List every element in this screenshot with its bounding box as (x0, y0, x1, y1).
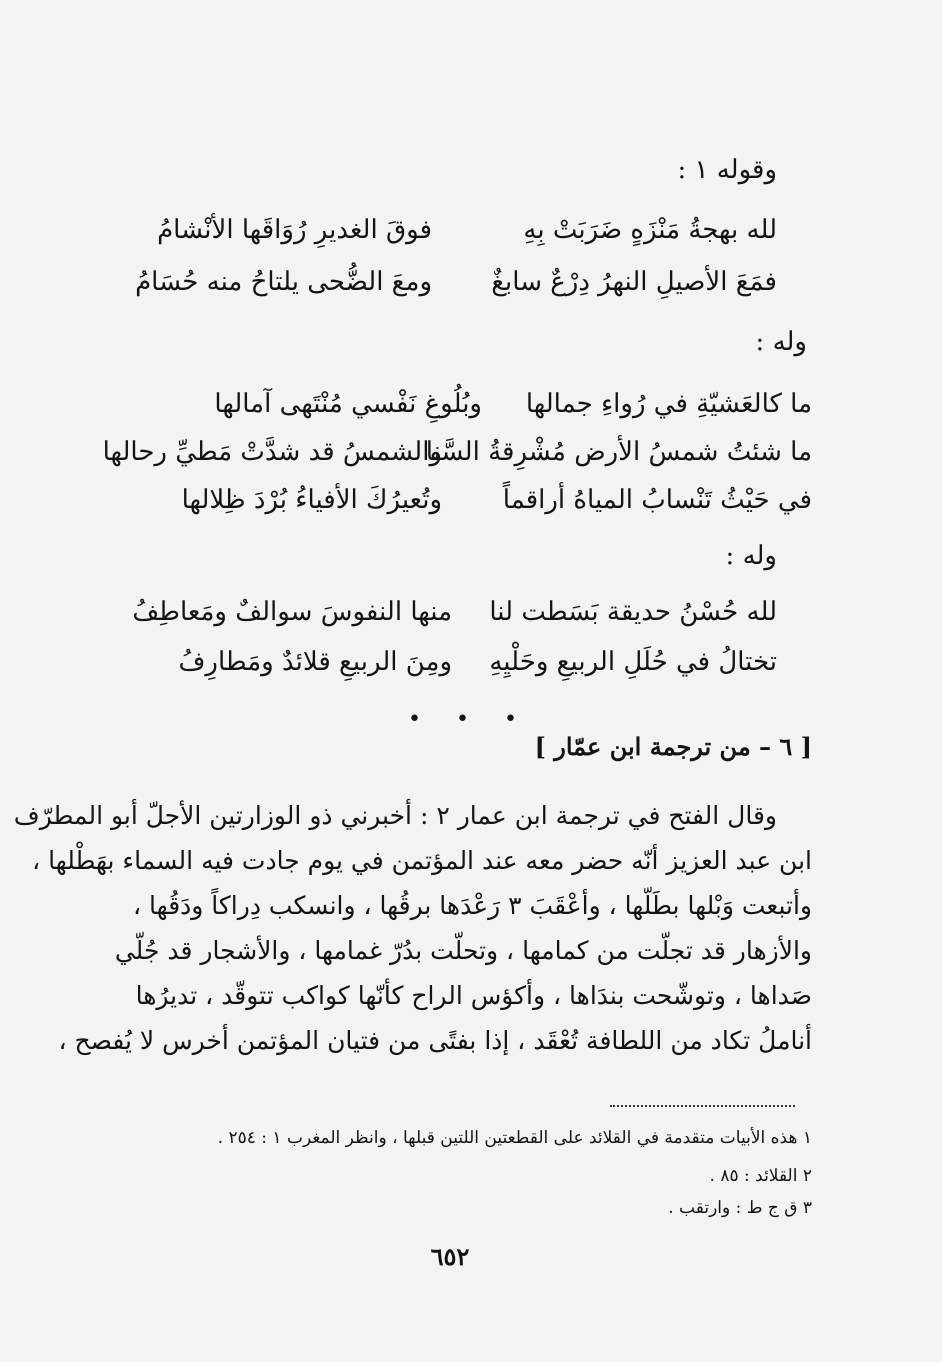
verse-line (140, 206, 777, 254)
poem-intro: وقوله ١ : (677, 155, 777, 185)
section-title: [ ٦ – من ترجمة ابن عمّار ] (534, 732, 812, 761)
verse-first-hemistich: تختالُ في حُلَلِ الربيعِ وحَلْيِهِ (489, 647, 777, 677)
prose-line: والأزهار قد تجلّت من كمامها ، وتحلّت بدُرّ غمامها ، والأشجار قد جُلّي (114, 936, 812, 965)
section-separator: • • • (408, 707, 531, 732)
verse-line (110, 380, 812, 428)
footnote: ٢ القلائد : ٨٥ . (709, 1166, 812, 1186)
verse-line (102, 428, 812, 476)
footnote: ١ هذه الأبيات متقدمة في القلائد على القطعتين اللتين قبلها ، وانظر المغرب ١ : ٢٥٤ . (217, 1128, 812, 1148)
verse-second-hemistich: ومِنَ الربيعِ قلائدٌ ومَطارِفُ (178, 647, 452, 677)
verse-second-hemistich: وبُلُوغِ نَفْسي مُنْتَهى آمالها (214, 389, 482, 419)
verse-second-hemistich: وتُعيرُكَ الأفياءُ بُرْدَ ظِلالها (181, 485, 442, 515)
prose-line: أناملُ تكاد من اللطافة تُعْقَد ، إذا بفتًى من فتيان المؤتمن أخرس لا يُفصح ، (58, 1026, 812, 1055)
poem-intro: وله : (755, 327, 807, 357)
verse-first-hemistich: ما كالعَشيّةِ في رُواءِ جمالها (525, 389, 812, 419)
verse-first-hemistich: ما شئتُ شمسُ الأرض مُشْرِقةُ السَّنا (425, 437, 812, 467)
verse-first-hemistich: فمَعَ الأصيلِ النهرُ دِرْعٌ سابغٌ (491, 267, 777, 297)
prose-line: وأتبعت وَبْلها بطَلّها ، وأعْقَبَ ٣ رَعْدَها برقُها ، وانسكب دِراكاً ودَقُها ، (133, 891, 812, 920)
verse-first-hemistich: لله حُسْنُ حديقة بَسَطت لنا (489, 597, 777, 627)
verse-line (135, 258, 777, 306)
verse-first-hemistich: في حَيْثُ تَنْسابُ المياهُ أراقماً (502, 485, 812, 515)
verse-line (130, 638, 777, 686)
verse-line (110, 476, 812, 524)
verse-second-hemistich: ومعَ الضُّحى يلتاحُ منه حُسَامُ (135, 267, 432, 297)
verse-second-hemistich: والشمسُ قد شدَّتْ مَطيِّ رحالها (102, 437, 442, 467)
verse-second-hemistich: فوقَ الغديرِ رُوَاقَها الأنْشامُ (157, 215, 432, 245)
verse-first-hemistich: لله بهجةُ مَنْزَهٍ ضَرَبَتْ بِهِ (523, 215, 777, 245)
verse-second-hemistich: منها النفوسَ سوالفٌ ومَعاطِفُ (132, 597, 452, 627)
page-number: ٦٥٢ (430, 1242, 470, 1271)
prose-line: صَداها ، وتوشّحت بندَاها ، وأكؤس الراح كأنّها كواكب تتوقّد ، تديرُها (135, 981, 812, 1010)
footnote-divider (610, 1105, 795, 1107)
prose-line: ابن عبد العزيز أنّه حضر معه عند المؤتمن في يوم جادت فيه السماء بهَطْلها ، (32, 846, 812, 875)
poem-intro: وله : (725, 541, 777, 571)
prose-line: وقال الفتح في ترجمة ابن عمار ٢ : أخبرني ذو الوزارتين الأجلّ أبو المطرّف (13, 801, 777, 830)
verse-line (130, 588, 777, 636)
footnote: ٣ ق ج ط : وارتقب . (668, 1198, 812, 1218)
